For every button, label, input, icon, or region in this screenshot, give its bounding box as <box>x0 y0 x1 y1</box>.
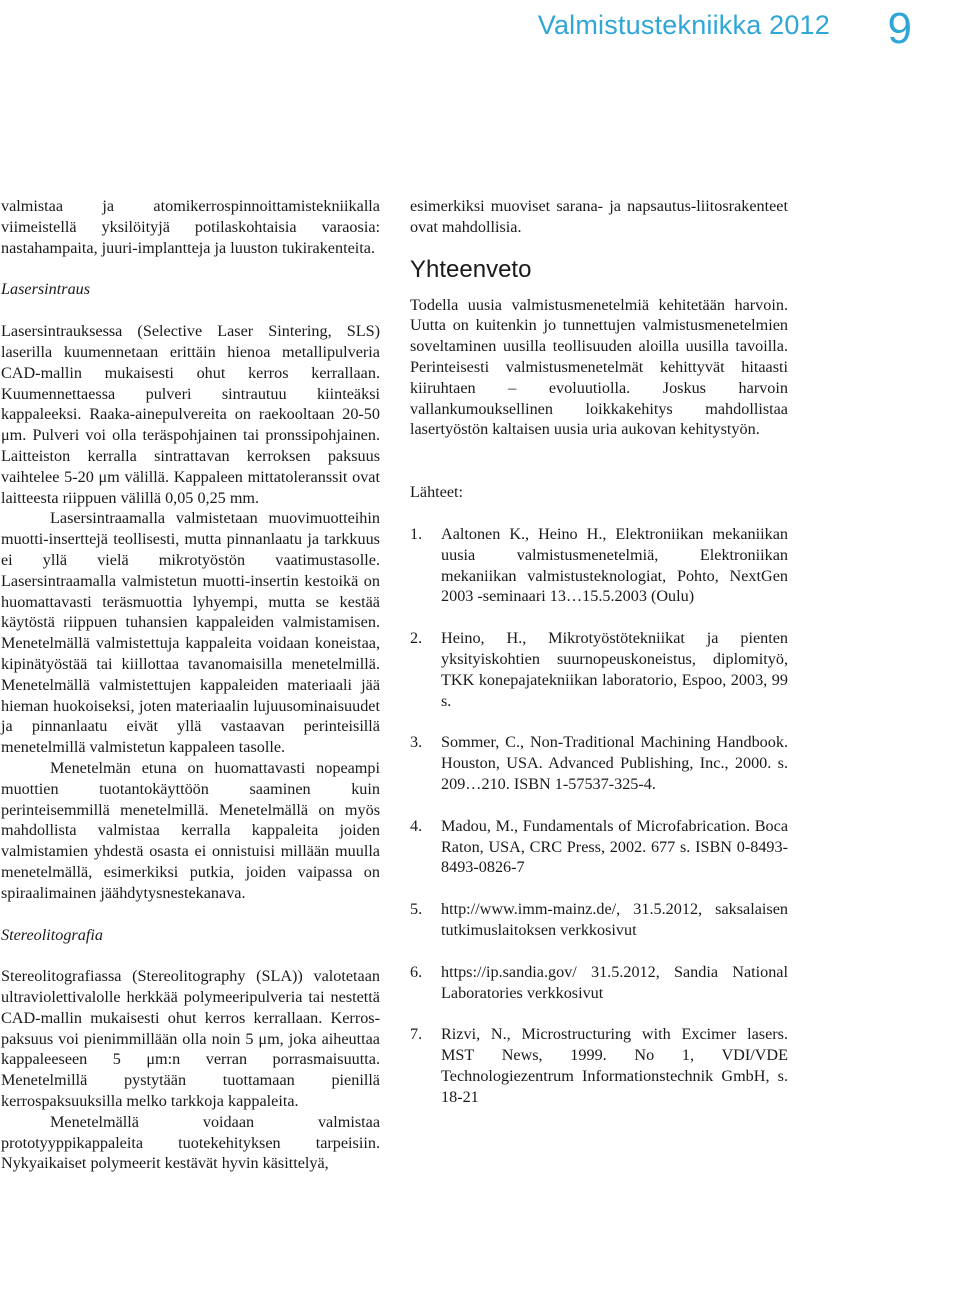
reference-item <box>410 816 788 878</box>
reference-text: Sommer, C., Non-Traditional Machining Handbook. Houston, USA. Advanced Publishing, Inc., 2000. s. 209…210. ISBN 1-57537-325-4. <box>441 733 788 793</box>
summary-paragraph: Todella uusia valmistusmenetelmiä kehitetään harvoin. Uutta on kuitenkin jo tunnettujen valmistusmenetelmien soveltaminen uusilla teollisuuden aloilla uusilla tavoilla. Perinteisesti valmistusmenetelmät kehittyvät hitaasti kiiruhtaen – evoluutiolla. Joskus harvoin vallankumouksellinen loikkakehitys mahdollistaa lasertyöstön kaltaisen uusia uria aukovan kehitystyön. <box>410 295 788 439</box>
reference-text: https://ip.sandia.gov/ 31.5.2012, Sandia National Laboratories verkkosivut <box>441 962 788 1002</box>
paragraph: Menetelmällä voidaan valmistaa prototyyppikappaleita tuotekehityksen tarpeisiin. Nykyaikaiset polymeerit kestävät hyvin käsittelyä, <box>1 1112 380 1173</box>
reference-text: Madou, M., Fundamentals of Microfabrication. Boca Raton, USA, CRC Press, 2002. 677 s. ISBN 0-8493-8493-0826-7 <box>441 816 788 877</box>
page-header <box>0 0 960 58</box>
reference-item <box>410 962 788 1004</box>
left-column <box>1 196 380 1174</box>
reference-number: 2. <box>410 629 423 648</box>
reference-number: 5. <box>410 900 423 919</box>
references-label: Lähteet: <box>410 483 464 502</box>
intro-paragraph: esimerkiksi muoviset sarana- ja napsautus-liitosrakenteet ovat mahdollisia. <box>410 197 788 236</box>
reference-text: Heino, H., Mikrotyöstötekniikat ja pienten yksityiskohtien suurnopeuskoneistus, diplomityö, TKK konepajatekniikan laboratorio, Espoo, 2003, 99 s. <box>441 629 788 710</box>
paragraph: Lasersintraamalla valmistetaan muovimuotteihin muotti-inserttejä teollisesti, mutta pinnanlaatu ja tarkkuus ei yllä vielä mikrotyöstön vaatimustasolle. Lasersintraamalla valmistetun muotti-insertin kestoikä on huomattavasti teräsmuottia lyhyempi, mutta se kestää käytöstä riippuen tuhansien kappaleiden valmistamisen. Menetelmällä valmistettuja kappaleita voidaan koneistaa, kipinätyöstää tai kiillottaa tavanomaisilla menetelmillä. Menetelmällä valmistettujen kappaleiden materiaali jää hieman huokoiseksi, joten materiaalin lujuusominaisuudet ja pinnanlaatu eivät yllä vastaavan perinteisillä menetelmillä valmistetun kappaleen tasolle. <box>1 509 380 757</box>
section-heading-stereolitografia: Stereolitografia <box>1 925 103 944</box>
reference-item <box>410 732 788 794</box>
reference-number: 3. <box>410 733 423 752</box>
paragraph: Lasersintrauksessa (Selective Laser Sintering, SLS) laserilla kuumennetaan erittäin hienoa metallipulveria CAD-mallin mukaisesti ohut kerros kerrallaan. Kuumennettaessa pulveri sintrautuu kiinteäksi kappaleeksi. Raaka-ainepulvereita on raekooltaan 20-50 μm. Pulveri voi olla teräspohjainen tai pronssipohjainen. Laitteiston kerralla sintrattavan kerroksen paksuus vaihtelee 5-20 μm välillä. Kappaleen mittatoleranssit ovat laitteesta riippuen välillä 0,05 0,25 mm. <box>1 322 380 507</box>
reference-number: 4. <box>410 816 423 835</box>
reference-item <box>410 899 788 941</box>
reference-text: http://www.imm-mainz.de/, 31.5.2012, saksalaisen tutkimuslaitoksen verkkosivut <box>441 900 788 939</box>
page-number: 9 <box>887 4 912 53</box>
reference-number: 6. <box>410 962 423 981</box>
intro-paragraph: valmistaa ja atomikerrospinnoittamistekniikalla viimeistellä yksilöityjä potilaskohtaisia varaosia: nastahampaita, juuri-implantteja ja luuston tukirakenteita. <box>1 197 380 257</box>
running-title: Valmistustekniikka 2012 <box>537 10 830 40</box>
reference-list <box>410 524 788 1108</box>
paragraph: Menetelmän etuna on huomattavasti nopeampi muottien tuotantokäyttöön saaminen kuin perinteisemmillä menetelmillä. Menetelmällä on myös mahdollista valmistaa kerralla kappaleita joiden valmistamien yhdestä osasta ei onnistuisi millään muulla menetelmällä, esimerkiksi putkia, joiden vaipassa on spiraalimainen jäähdytysnestekanava. <box>1 758 380 902</box>
paragraph: Stereolitografiassa (Stereolitography (SLA)) valotetaan ultraviolettivalolle herkkää polymeeripulveria tai nestettä CAD-mallin mukaisesti ohut kerros kerrallaan. Kerros-paksuus voi pienimmillään olla noin 5 μm, joka aiheuttaa kappaleeseen 5 μm:n verran porrasmaisuutta. Menetelmillä pystytään tuottamaan pienillä kerrospaksuuksilla melko tarkkoja kappaleita. <box>1 967 380 1111</box>
reference-text: Rizvi, N., Microstructuring with Excimer lasers. MST News, 1999. No 1, VDI/VDE Technologiezentrum Informationstechnik GmbH, s. 18-21 <box>441 1025 788 1106</box>
right-column <box>410 196 788 1129</box>
reference-text: Aaltonen K., Heino H., Elektroniikan mekaniikan uusia valmistusmenetelmiä, Elektroniikan mekaniikan valmistusteknologiat, Pohto, NextGen 2003 -seminaari 13…15.5.2003 (Oulu) <box>441 524 788 606</box>
reference-item <box>410 628 788 711</box>
reference-number: 7. <box>410 1025 423 1044</box>
reference-item <box>410 1024 788 1107</box>
reference-number: 1. <box>410 524 423 543</box>
reference-item <box>410 524 788 607</box>
section-heading-yhteenveto: Yhteenveto <box>410 255 532 283</box>
section-heading-lasersintraus: Lasersintraus <box>1 280 91 299</box>
